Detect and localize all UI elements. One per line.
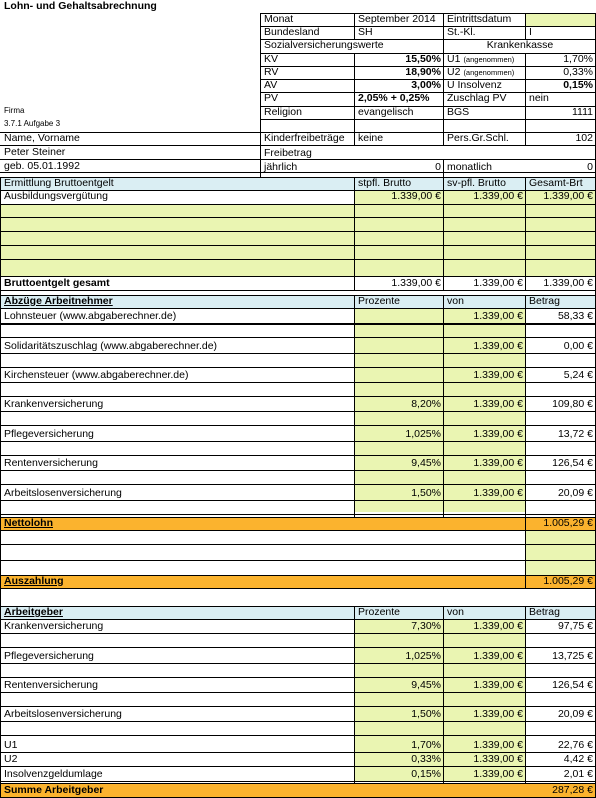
pv-value: 2,05% + 0,25% (358, 92, 430, 104)
grid-line (525, 132, 526, 146)
ag-col-betrag: Betrag (529, 606, 560, 618)
netto-extra-bg (525, 530, 596, 575)
bundesland-label: Bundesland (264, 26, 320, 38)
grid-line (0, 766, 596, 767)
grid-line (0, 544, 596, 545)
ausbildung-stpfl: 1.339,00 € (391, 190, 441, 202)
abzug-row-betrag: 0,00 € (563, 340, 593, 352)
abzug-row-label: Solidaritätszuschlag (www.abgaberechner.de) (4, 340, 218, 352)
grid-line (0, 177, 1, 798)
ag-row-label: U2 (4, 753, 18, 765)
abzug-row-von: 1.339,00 € (473, 487, 523, 499)
grid-line (354, 132, 355, 146)
ag-row-pct: 1,70% (411, 739, 441, 751)
grid-line (443, 159, 444, 173)
ag-row-pct: 1,50% (411, 708, 441, 720)
ag-row-pct: 0,15% (411, 768, 441, 780)
grid-line (0, 470, 596, 471)
monatlich-value: 0 (587, 161, 593, 173)
name-label: Name, Vorname (4, 132, 80, 144)
ag-row-pct: 9,45% (411, 679, 441, 691)
aufgabe-label: 3.7.1 Aufgabe 3 (4, 119, 61, 128)
kv-label: KV (264, 53, 279, 65)
abzug-row-von: 1.339,00 € (473, 340, 523, 352)
firma-label: Firma (4, 106, 25, 115)
abzug-row-pct: 1,50% (411, 487, 441, 499)
ag-row-label: Rentenversicherung (4, 679, 98, 691)
grid-line (0, 677, 596, 678)
abzug-row-label: Pflegeversicherung (4, 428, 94, 440)
auszahlung-label: Auszahlung (4, 575, 64, 587)
grid-line (0, 588, 596, 589)
grid-line (525, 13, 526, 27)
bgs-label: BGS (447, 106, 470, 118)
u2-label-text: U2 (447, 66, 461, 78)
ag-row-pct: 7,30% (411, 620, 441, 632)
grid-line (0, 411, 596, 412)
grid-line (0, 231, 596, 232)
brutto-extra-rows-bg (0, 204, 354, 276)
brutto-total-stpfl: 1.339,00 € (391, 277, 441, 289)
grid-line (0, 382, 596, 383)
abzuege-col-betrag: Betrag (529, 295, 560, 307)
grid-line (0, 663, 596, 664)
grid-line (525, 26, 526, 40)
abzug-row-von: 1.339,00 € (473, 369, 523, 381)
ag-row-von: 1.339,00 € (473, 753, 523, 765)
grid-line (443, 132, 444, 146)
ausbildung-svpfl: 1.339,00 € (473, 190, 523, 202)
bundesland-value: SH (358, 26, 373, 38)
abzug-row-label: Lohnsteuer (www.abgaberechner.de) (4, 310, 177, 322)
arbeitgeber-title: Arbeitgeber (4, 606, 63, 618)
birth-date: geb. 05.01.1992 (4, 160, 80, 172)
grid-line (0, 441, 596, 442)
abzuege-title: Abzüge Arbeitnehmer (4, 295, 113, 307)
ag-col-prozente: Prozente (358, 606, 401, 618)
grid-line (0, 500, 596, 501)
brutto-total-label: Bruttoentgelt gesamt (4, 277, 110, 289)
abzug-row-von: 1.339,00 € (473, 398, 523, 410)
grid-line (0, 204, 596, 205)
grid-line (354, 177, 355, 291)
auszahlung-value: 1.005,29 € (543, 575, 593, 587)
grid-line (260, 119, 596, 120)
abzug-row-betrag: 20,09 € (557, 487, 593, 499)
eintritt-label: Eintrittsdatum (447, 13, 512, 25)
bgs-value: 1111 (571, 106, 593, 118)
ag-row-von: 1.339,00 € (473, 620, 523, 632)
zuschlag-pv-value: nein (529, 92, 549, 104)
monatlich-label: monatlich (447, 161, 492, 173)
sheet-title: Lohn- und Gehaltsabrechnung (4, 0, 157, 12)
jaehrlich-label: jährlich (264, 161, 298, 173)
monat-value: September 2014 (358, 13, 436, 25)
grid-line (443, 13, 444, 27)
ag-col-von: von (447, 606, 464, 618)
abzug-row-betrag: 5,24 € (563, 369, 593, 381)
grid-line (0, 514, 596, 515)
ag-row-von: 1.339,00 € (473, 768, 523, 780)
grid-line (0, 484, 596, 485)
grid-line (0, 259, 596, 260)
grid-line (0, 308, 596, 309)
ag-row-von: 1.339,00 € (473, 650, 523, 662)
grid-line (0, 735, 596, 736)
krankenkasse-label: Krankenkasse (486, 39, 554, 51)
grid-line (0, 633, 596, 634)
ag-row-label: U1 (4, 739, 18, 751)
abzug-row-pct: 9,45% (411, 457, 441, 469)
kinder-label: Kinderfreibeträge (264, 132, 345, 144)
eintritt-value (527, 13, 595, 26)
ag-row-betrag: 97,75 € (557, 620, 593, 632)
abzug-row-von: 1.339,00 € (473, 428, 523, 440)
grid-line (0, 455, 596, 456)
grid-line (0, 353, 596, 354)
abzug-row-pct (356, 340, 443, 353)
abzug-row-label: Krankenversicherung (4, 398, 104, 410)
abzuege-col-von: von (447, 295, 464, 307)
grid-line (443, 53, 444, 133)
grid-line (0, 692, 596, 693)
ausbildung-label: Ausbildungsvergütung (4, 190, 108, 202)
brutto-total-gesamt: 1.339,00 € (543, 277, 593, 289)
ag-row-betrag: 4,42 € (563, 753, 593, 765)
ag-row-label: Pflegeversicherung (4, 650, 94, 662)
grid-line (0, 245, 596, 246)
u-insolvenz-value: 0,15% (563, 79, 593, 91)
grid-line (443, 39, 444, 54)
zuschlag-pv-label: Zuschlag PV (447, 92, 507, 104)
grid-line (0, 560, 596, 561)
u2-value: 0,33% (563, 66, 593, 78)
ausbildung-gesamt: 1.339,00 € (543, 190, 593, 202)
kv-value: 15,50% (405, 53, 441, 65)
u1-value: 1,70% (563, 53, 593, 65)
grid-line (0, 781, 596, 782)
grid-line (354, 13, 355, 27)
u-insolvenz-label: U Insolvenz (447, 79, 502, 91)
col-stpfl-brutto: stpfl. Brutto (358, 177, 412, 189)
abzug-row-pct (356, 369, 443, 382)
grid-line (354, 53, 355, 133)
jaehrlich-value: 0 (435, 161, 441, 173)
col-svpfl-brutto: sv-pfl. Brutto (447, 177, 506, 189)
ag-row-pct: 1,025% (405, 650, 441, 662)
ag-row-von: 1.339,00 € (473, 739, 523, 751)
pers-gr-value: 102 (575, 132, 593, 144)
ag-row-betrag: 22,76 € (557, 739, 593, 751)
grid-line (443, 26, 444, 40)
abzug-row-label: Arbeitslosenversicherung (4, 487, 122, 499)
stkl-label: St.-Kl. (447, 26, 476, 38)
ag-row-betrag: 13,725 € (552, 650, 593, 662)
religion-value: evangelisch (358, 106, 414, 118)
ag-row-betrag: 2,01 € (563, 768, 593, 780)
u1-label (445, 53, 525, 66)
religion-label: Religion (264, 106, 302, 118)
grid-line (0, 367, 596, 368)
ag-row-label: Insolvenzgeldumlage (4, 768, 103, 780)
grid-line (0, 721, 596, 722)
ag-row-betrag: 20,09 € (557, 708, 593, 720)
grid-line (0, 290, 596, 291)
abzug-row-label: Kirchensteuer (www.abgaberechner.de) (4, 369, 189, 381)
grid-line (260, 13, 261, 178)
ag-row-betrag: 126,54 € (552, 679, 593, 691)
grid-line (525, 517, 526, 589)
brutto-title: Ermittlung Bruttoentgelt (4, 177, 114, 189)
abzug-row-betrag: 126,54 € (552, 457, 593, 469)
abzug-row-betrag: 58,33 € (557, 310, 593, 322)
grid-line (0, 337, 596, 338)
kinder-value: keine (358, 132, 384, 144)
ag-row-von: 1.339,00 € (473, 708, 523, 720)
grid-line (443, 177, 444, 291)
grid-line (525, 53, 526, 133)
grid-line (0, 217, 596, 218)
grid-line (0, 706, 596, 707)
freibetrag-label: Freibetrag (264, 147, 312, 159)
u1-label-text: U1 (447, 53, 461, 65)
stkl-value: I (529, 26, 532, 38)
pers-gr-label: Pers.Gr.Schl. (447, 132, 509, 144)
abzug-row-pct: 1,025% (405, 428, 441, 440)
grid-line (260, 145, 596, 146)
grid-line (354, 26, 355, 40)
abzug-row-pct (356, 310, 443, 323)
u2-label-note: (angenommen) (463, 68, 515, 77)
abzug-row-betrag: 13,72 € (557, 428, 593, 440)
netto-value: 1.005,29 € (543, 517, 593, 529)
abzug-row-betrag: 109,80 € (552, 398, 593, 410)
netto-label: Nettolohn (4, 517, 53, 529)
abzug-row-label: Rentenversicherung (4, 457, 98, 469)
ag-row-von: 1.339,00 € (473, 679, 523, 691)
monat-label: Monat (264, 13, 294, 25)
grid-line (525, 177, 526, 291)
grid-line (0, 425, 596, 426)
sv-werte-label: Sozialversicherungswerte (264, 39, 384, 51)
brutto-total-svpfl: 1.339,00 € (473, 277, 523, 289)
grid-line (0, 647, 596, 648)
grid-line (0, 530, 596, 531)
av-label: AV (264, 79, 278, 91)
ag-row-pct: 0,33% (411, 753, 441, 765)
abzug-row-von: 1.339,00 € (473, 457, 523, 469)
summe-arbeitgeber-value: 287,28 € (552, 784, 593, 796)
u1-label-note: (angenommen) (463, 55, 515, 64)
ag-row-label: Arbeitslosenversicherung (4, 708, 122, 720)
col-gesamt-brutto: Gesamt-Brt (529, 177, 583, 189)
abzug-row-von: 1.339,00 € (473, 310, 523, 322)
rv-label: RV (264, 66, 279, 78)
abzuege-col-prozente: Prozente (358, 295, 401, 307)
av-value: 3,00% (411, 79, 441, 91)
summe-arbeitgeber-label: Summe Arbeitgeber (4, 784, 104, 796)
ag-row-label: Krankenversicherung (4, 620, 104, 632)
grid-line (0, 324, 596, 325)
rv-value: 18,90% (405, 66, 441, 78)
employee-name: Peter Steiner (4, 146, 66, 158)
grid-line (0, 396, 596, 397)
abzug-row-pct: 8,20% (411, 398, 441, 410)
u2-label (445, 66, 525, 79)
pv-label: PV (264, 92, 279, 104)
